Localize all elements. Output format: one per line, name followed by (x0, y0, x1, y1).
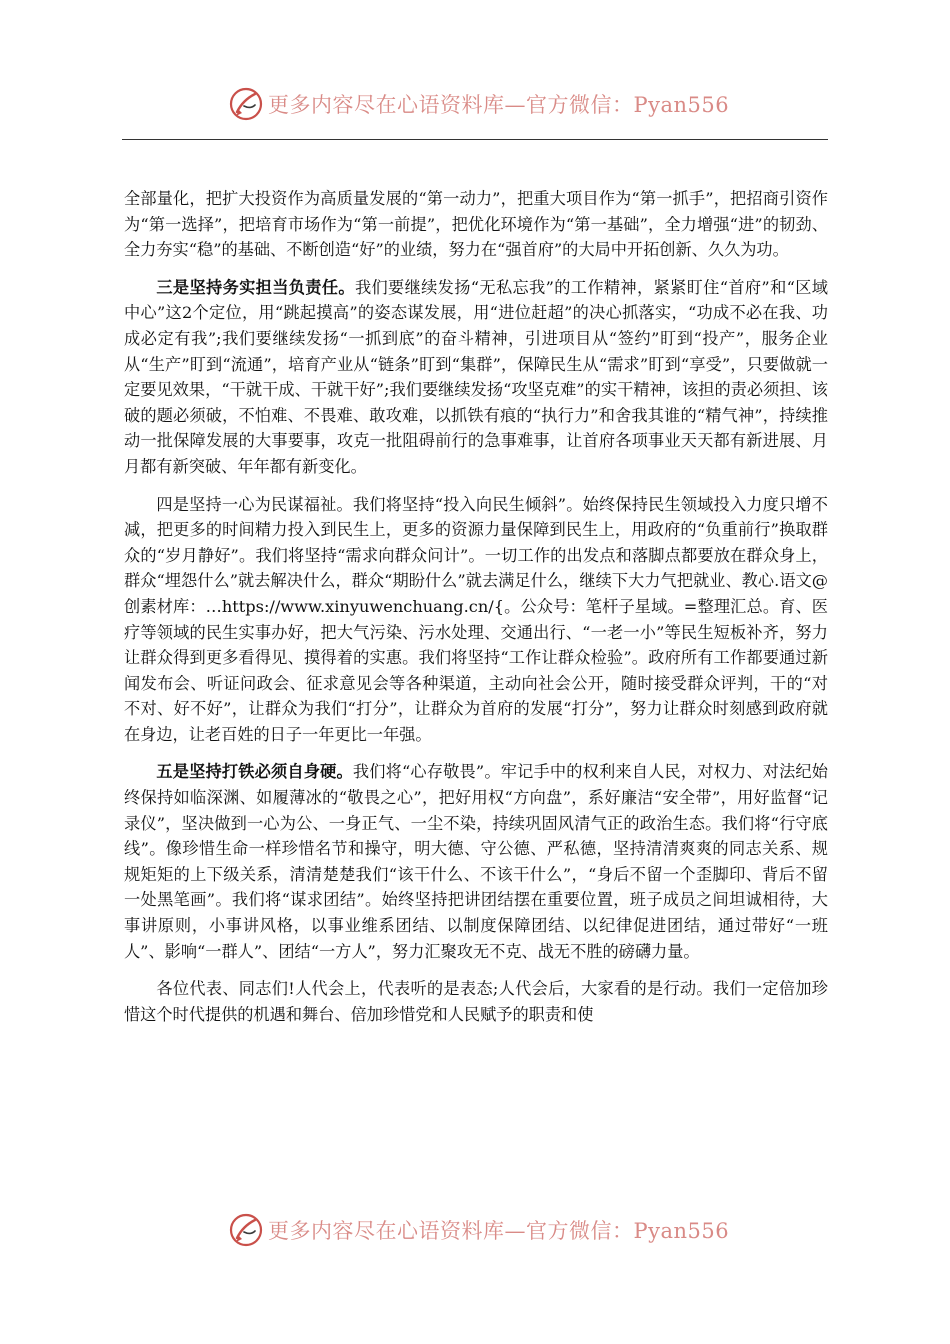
footer-brand-text: 更多内容尽在心语资料库—官方微信：Pyan556 (268, 1219, 730, 1243)
paragraph-1: 全部量化，把扩大投资作为高质量发展的“第一动力”，把重大项目作为“第一抓手”，把招商引资作为“第一选择”，把培育市场作为“第一前提”，把优化环境作为“第一基础”，全力增强“进”的韧劲、全力夯实“稳”的基础、不断创造“好”的业绩，努力在“强首府”的大局中开拓创新、久久为功。 (124, 189, 828, 260)
paragraph-2-lead: 三是坚持务实担当负责任。 (156, 277, 355, 297)
paragraph-4 (124, 759, 828, 964)
paragraph-2 (124, 275, 828, 480)
header-brand (228, 84, 729, 124)
paragraph-4-lead: 五是坚持打铁必须自身硬。 (156, 762, 353, 782)
document-body (124, 186, 828, 1039)
header-brand-text: 更多内容尽在心语资料库—官方微信：Pyan556 (268, 93, 730, 117)
footer-brand (228, 1210, 729, 1250)
page-header (0, 84, 950, 124)
pen-hand-logo-icon (228, 86, 264, 122)
paragraph-2-text: 我们要继续发扬“无私忘我”的工作精神，紧紧盯住“首府”和“区域中心”这2个定位，用“跳起摸高”的姿态谋发展，用“进位赶超”的决心抓落实，“功成不必在我、功成必定有我”;我们要继续发扬“一抓到底”的奋斗精神，引进项目从“签约”盯到“投产”，服务企业从“生产”盯到“流通”，培育产业从“链条”盯到“集群”，保障民生从“需求”盯到“享受”，只要做就一定要见效果，“干就干成、干就干好”;我们要继续发扬“攻坚克难”的实干精神，该担的责必须担、该破的题必须破，不怕难、不畏难、敢攻难，以抓铁有痕的“执行力”和舍我其谁的“精气神”，持续推动一批保障发展的大事要事，攻克一批阻碍前行的急事难事，让首府各项事业天天都有新进展、月月都有新突破、年年都有新变化。 (124, 277, 828, 476)
pen-hand-logo-icon (228, 1212, 264, 1248)
page-footer (0, 1210, 950, 1250)
paragraph-5: 各位代表、同志们!人代会上，代表听的是表态;人代会后，大家看的是行动。我们一定倍加珍惜这个时代提供的机遇和舞台、倍加珍惜党和人民赋予的职责和使 (124, 979, 828, 1024)
header-divider (122, 139, 828, 140)
paragraph-4-text: 我们将“心存敬畏”。牢记手中的权利来自人民，对权力、对法纪始终保持如临深渊、如履薄冰的“敬畏之心”，把好用权“方向盘”，系好廉洁“安全带”，用好监督“记录仪”，坚决做到一心为公、一身正气、一尘不染，持续巩固风清气正的政治生态。我们将“行守底线”。像珍惜生命一样珍惜名节和操守，明大德、守公德、严私德，坚持清清爽爽的同志关系、规规矩矩的上下级关系，清清楚楚我们“该干什么、不该干什么”，“身后不留一个歪脚印、背后不留一处黑笔画”。我们将“谋求团结”。始终坚持把讲团结摆在重要位置，班子成员之间坦诚相待，大事讲原则，小事讲风格，以事业维系团结、以制度保障团结、以纪律促进团结，通过带好“一班人”、影响“一群人”、团结“一方人”，努力汇聚攻无不克、战无不胜的磅礴力量。 (124, 762, 828, 961)
paragraph-3: 四是坚持一心为民谋福祉。我们将坚持“投入向民生倾斜”。始终保持民生领域投入力度只增不减，把更多的时间精力投入到民生上，更多的资源力量保障到民生上，用政府的“负重前行”换取群众的“岁月静好”。我们将坚持“需求向群众问计”。一切工作的出发点和落脚点都要放在群众身上，群众“埋怨什么”就去解决什么，群众“期盼什么”就去满足什么，继续下大力气把就业、教心.语文@创素材库：…https://www.xinyuwenchuang.cn/{。公众号：笔杆子星域。=整理汇总。育、医疗等领域的民生实事办好，把大气污染、污水处理、交通出行、“一老一小”等民生短板补齐，努力让群众得到更多看得见、摸得着的实惠。我们将坚持“工作让群众检验”。政府所有工作都要通过新闻发布会、听证问政会、征求意见会等各种渠道，主动向社会公开，随时接受群众评判，干的“对不对、好不好”，让群众为我们“打分”，让群众为首府的发展“打分”，努力让群众时刻感到政府就在身边，让老百姓的日子一年更比一年强。 (124, 494, 828, 744)
